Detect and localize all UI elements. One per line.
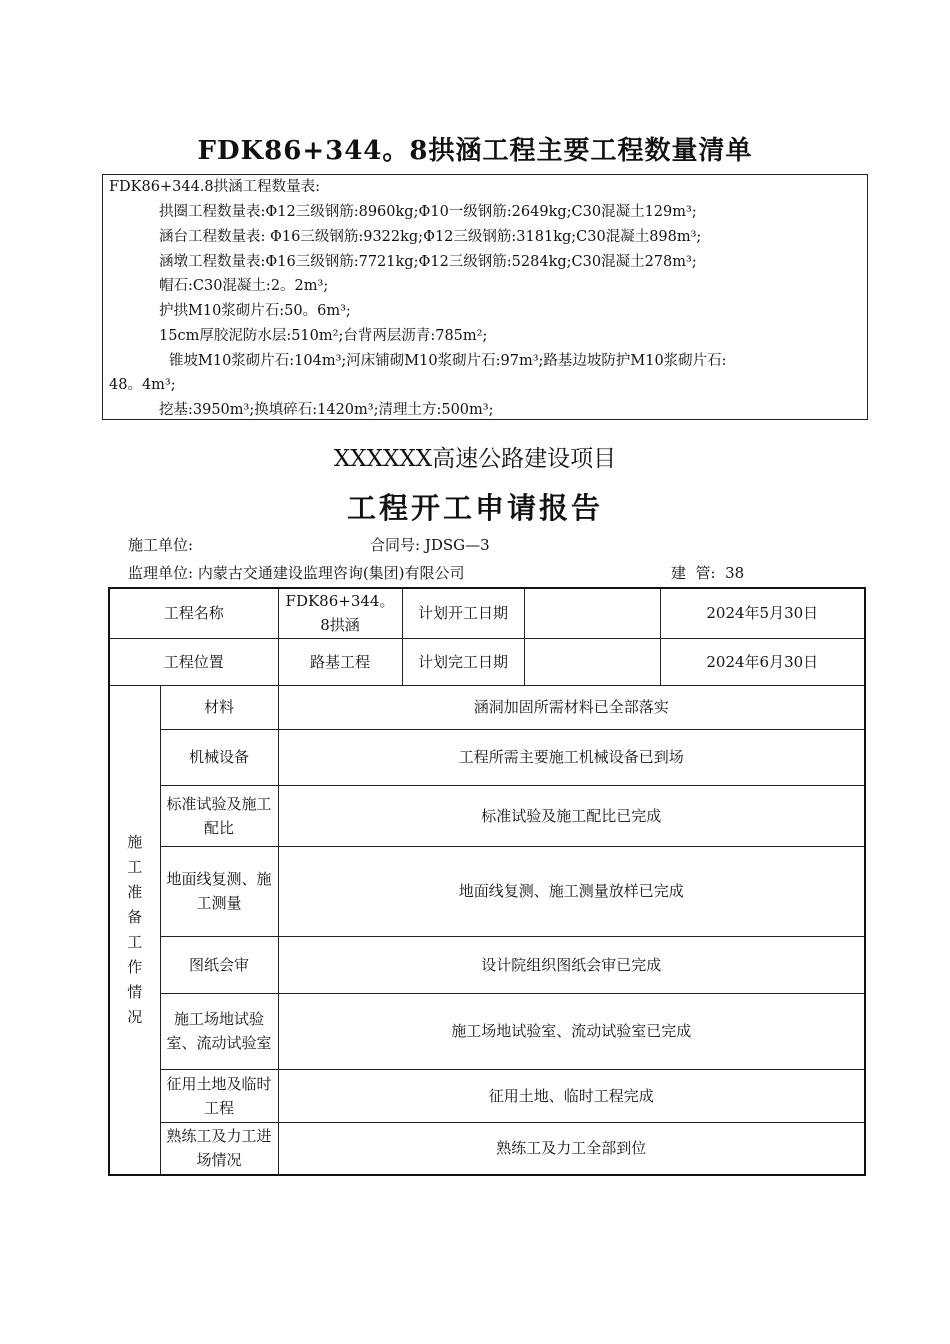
- prep-section-label: [109, 685, 160, 1175]
- location-label: 工程位置: [109, 638, 278, 685]
- table-row: [109, 785, 865, 846]
- prep-section-label-text: 施工准备工作情况: [127, 832, 143, 1026]
- table-row: [109, 1122, 865, 1175]
- prep-item-status: 工程所需主要施工机械设备已到场: [278, 729, 865, 785]
- prep-item-label: 施工场地试验室、流动试验室: [160, 993, 278, 1069]
- prep-item-label: 征用土地及临时工程: [160, 1069, 278, 1122]
- quantity-line-pier: 涵墩工程数量表:Φ16三级钢筋:7721kg;Φ12三级钢筋:5284kg;C30混凝土278m³;: [159, 254, 697, 270]
- prep-item-label: 材料: [160, 685, 278, 729]
- construction-unit: 施工单位:: [128, 536, 194, 554]
- table-row: [109, 729, 865, 785]
- table-row: [109, 588, 865, 638]
- project-name-label: 工程名称: [109, 588, 278, 638]
- plan-end-blank: [524, 638, 660, 685]
- quantity-line-abutment: 涵台工程数量表: Φ16三级钢筋:9322kg;Φ12三级钢筋:3181kg;C30混凝土898m³;: [159, 229, 702, 245]
- plan-end-label: 计划完工日期: [402, 638, 524, 685]
- quantity-line-slope: 锥坡M10浆砌片石:104m³;河床铺砌M10浆砌片石:97m³;路基边坡防护M10浆砌片石:: [169, 353, 727, 369]
- contract-number: 合同号: JDSG—3: [370, 536, 490, 554]
- project-name-value: FDK86+344。8拱涵: [278, 588, 402, 638]
- project-name-heading: XXXXXX高速公路建设项目: [333, 446, 617, 472]
- plan-end-value: 2024年6月30日: [660, 638, 865, 685]
- table-row: [109, 638, 865, 685]
- jian-guan: 建 管: 38: [671, 564, 745, 582]
- prep-item-label: 标准试验及施工配比: [160, 785, 278, 846]
- supervision-unit: 监理单位: 内蒙古交通建设监理咨询(集团)有限公司: [128, 564, 465, 582]
- plan-start-label: 计划开工日期: [402, 588, 524, 638]
- prep-item-status: 征用土地、临时工程完成: [278, 1069, 865, 1122]
- prep-item-status: 设计院组织图纸会审已完成: [278, 936, 865, 993]
- table-row: [109, 993, 865, 1069]
- table-row: [109, 846, 865, 936]
- prep-item-status: 涵洞加固所需材料已全部落实: [278, 685, 865, 729]
- table-row: [109, 1069, 865, 1122]
- quantity-line-excavation: 挖基:3950m³;换填碎石:1420m³;清理土方:500m³;: [159, 402, 494, 418]
- quantity-line-arch-ring: 拱圈工程数量表:Φ12三级钢筋:8960kg;Φ10一级钢筋:2649kg;C30混凝土129m³;: [159, 204, 697, 220]
- plan-start-value: 2024年5月30日: [660, 588, 865, 638]
- quantity-line-slope-cont: 48。4m³;: [109, 377, 176, 393]
- quantity-line-arch-protection: 护拱M10浆砌片石:50。6m³;: [159, 303, 351, 319]
- quantities-heading: FDK86+344.8拱涵工程数量表:: [109, 179, 321, 195]
- quantity-line-cap-stone: 帽石:C30混凝土:2。2m³;: [159, 278, 329, 294]
- plan-start-blank: [524, 588, 660, 638]
- prep-item-status: 熟练工及力工全部到位: [278, 1122, 865, 1175]
- location-value: 路基工程: [278, 638, 402, 685]
- prep-item-label: 熟练工及力工进场情况: [160, 1122, 278, 1175]
- report-title: 工程开工申请报告: [346, 491, 603, 525]
- prep-item-status: 地面线复测、施工测量放样已完成: [278, 846, 865, 936]
- prep-item-label: 图纸会审: [160, 936, 278, 993]
- application-form-table: [108, 587, 866, 1176]
- prep-item-label: 地面线复测、施工测量: [160, 846, 278, 936]
- table-row: [109, 685, 865, 729]
- prep-item-label: 机械设备: [160, 729, 278, 785]
- quantity-line-waterproof: 15cm厚胶泥防水层:510m²;台背两层沥青:785m²;: [159, 328, 488, 344]
- table-row: [109, 936, 865, 993]
- quantities-box: [102, 174, 868, 420]
- prep-item-status: 施工场地试验室、流动试验室已完成: [278, 993, 865, 1069]
- quantities-title: FDK86+344。8拱涵工程主要工程数量清单: [197, 136, 753, 166]
- prep-item-status: 标准试验及施工配比已完成: [278, 785, 865, 846]
